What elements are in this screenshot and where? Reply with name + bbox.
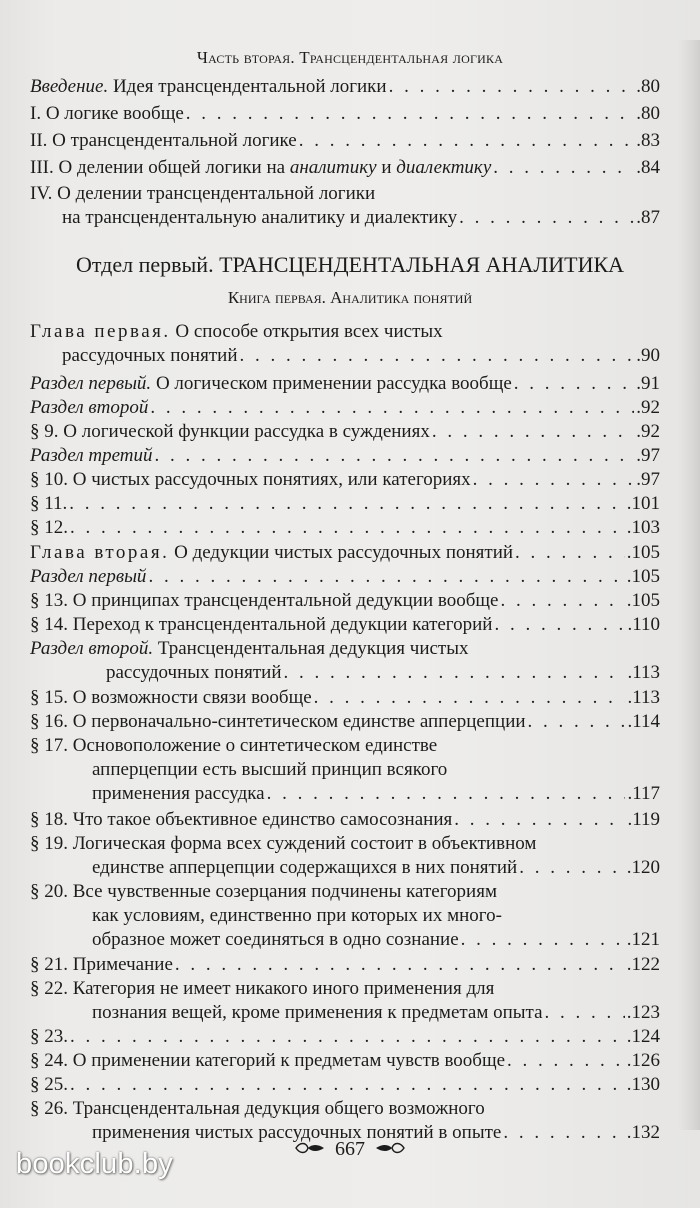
part-heading: Часть вторая. Трансцендентальная логика [196, 48, 504, 67]
toc-entry-chapter-1: Глава первая. О способе открытия всех чистых рассудочных понятий . . . .90 [30, 320, 660, 368]
toc-entry-par-17: § 17. Основоположение о синтетическом единстве апперцепции есть высший принцип всякого применения рассудка . . . .117 [30, 734, 660, 806]
toc-entry-par-12: § 12. . . . .103 [30, 516, 660, 540]
toc-entry-section-3: Раздел третий . . . .97 [30, 444, 660, 468]
section-heading: Отдел первый. ТРАНСЦЕНДЕНТАЛЬНАЯ АНАЛИТИКА [75, 252, 625, 277]
book-heading: Книга первая. Аналитика понятий [227, 288, 473, 307]
toc-entry-par-21: § 21. Примечание . . . .122 [30, 953, 660, 977]
toc-entry-par-9: § 9. О логической функции рассудка в суждениях . . . .92 [30, 420, 660, 444]
toc-entry-par-10: § 10. О чистых рассудочных понятиях, или категориях . . . .97 [30, 468, 660, 492]
toc-entry-introduction: Введение. Идея трансцендентальной логики . . . .80 [30, 75, 660, 99]
toc-entry-ch2-section-2: Раздел второй. Трансцендентальная дедукция чистых рассудочных понятий . . . .113 [30, 637, 660, 685]
toc-entry-par-11: § 11. . . . .101 [30, 492, 660, 516]
toc-entry-3: III. О делении общей логики на аналитику и диалектику . . . .84 [30, 156, 660, 180]
toc-entry-4: IV. О делении трансцендентальной логики на трансцендентальную аналитику и диалектику . . . .87 [30, 182, 660, 230]
toc-entry-par-25: § 25. . . . .130 [30, 1073, 660, 1097]
page-spine-shadow [678, 40, 700, 1130]
watermark: bookclub.by [16, 1148, 173, 1180]
toc-entry-par-24: § 24. О применении категорий к предметам чувств вообще . . . .126 [30, 1049, 660, 1073]
toc-entry-par-18: § 18. Что такое объективное единство самосознания . . . .119 [30, 808, 660, 832]
ornament-right-icon [374, 1139, 406, 1162]
toc-entry-section-1: Раздел первый. О логическом применении рассудка вообще . . . .91 [30, 372, 660, 396]
toc-entry-par-16: § 16. О первоначально-синтетическом единстве апперцепции . . . .114 [30, 710, 660, 734]
toc-entry-par-22: § 22. Категория не имеет никакого иного применения для познания вещей, кроме применения к предметам опыта . . . .123 [30, 977, 660, 1025]
toc-entry-2: II. О трансцендентальной логике . . . .83 [30, 129, 660, 153]
toc-entry-par-13: § 13. О принципах трансцендентальной дедукции вообще . . . .105 [30, 589, 660, 613]
toc-entry-ch2-section-1: Раздел первый . . . .105 [30, 565, 660, 589]
toc-entry-par-20: § 20. Все чувственные созерцания подчинены категориям как условиям, единственно при которых их много- образное может соединяться в одно сознание . . . .121 [30, 880, 660, 952]
page-number: 667 [335, 1138, 365, 1160]
toc-entry-par-26: § 26. Трансцендентальная дедукция общего возможного применения чистых рассудочных понятий в опыте . . . .132 [30, 1097, 660, 1145]
toc-entry-chapter-2: Глава вторая. О дедукции чистых рассудочных понятий . . . .105 [30, 541, 660, 565]
toc-entry-par-19: § 19. Логическая форма всех суждений состоит в объективном единстве апперцепции содержащихся в них понятий . . . .120 [30, 832, 660, 880]
toc-entry-section-2: Раздел второй . . . .92 [30, 396, 660, 420]
toc-entry-par-14: § 14. Переход к трансцендентальной дедукции категорий . . . .110 [30, 613, 660, 637]
toc-entry-par-15: § 15. О возможности связи вообще . . . .113 [30, 686, 660, 710]
toc-entry-1: I. О логике вообще . . . .80 [30, 102, 660, 126]
toc-entry-par-23: § 23. . . . .124 [30, 1025, 660, 1049]
ornament-left-icon [294, 1139, 326, 1162]
